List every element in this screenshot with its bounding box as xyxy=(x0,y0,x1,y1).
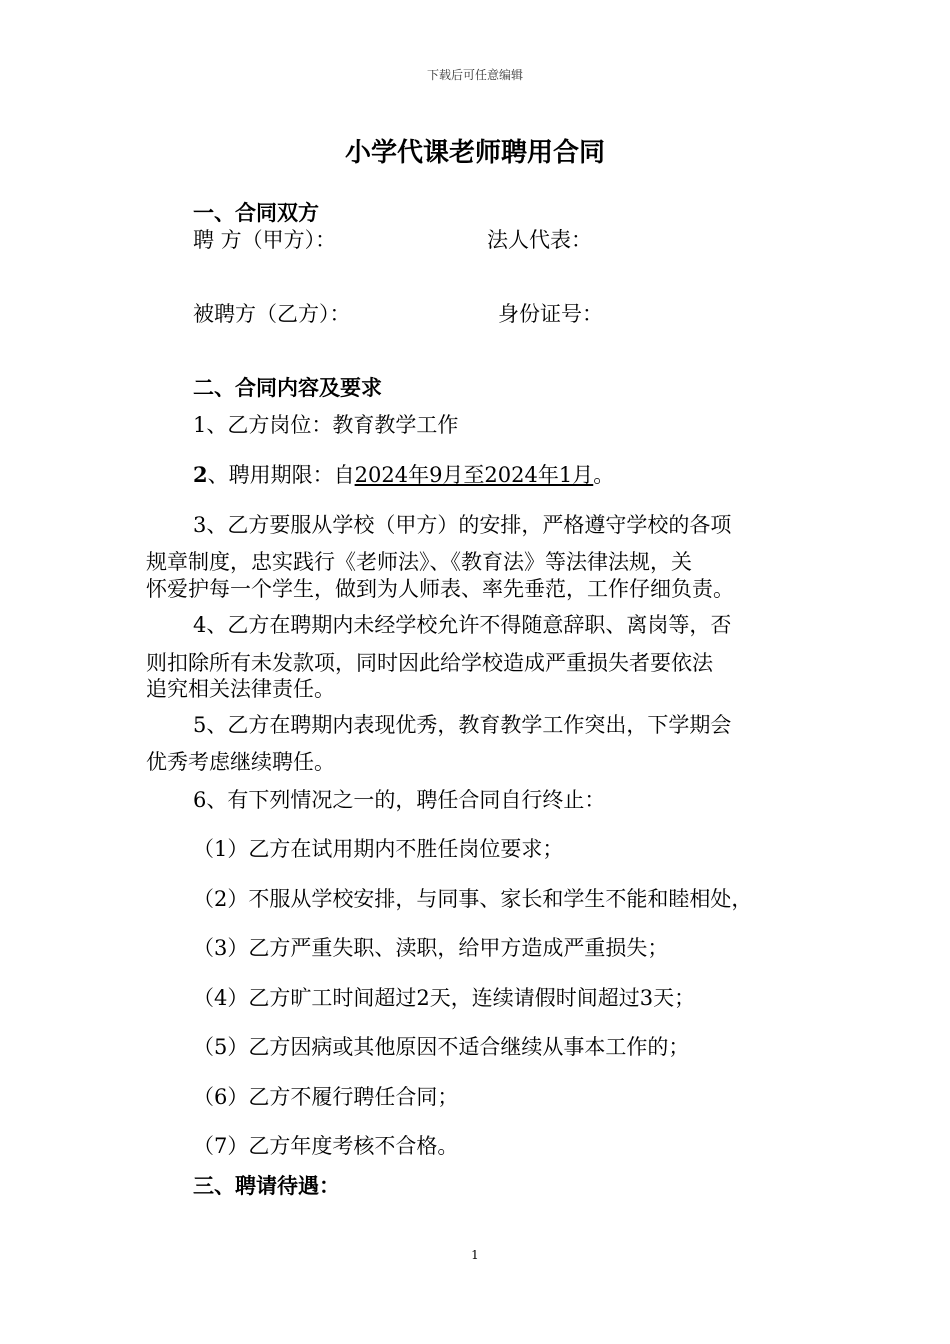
item-position: 1、乙方岗位：教育教学工作 xyxy=(193,413,459,437)
item-period xyxy=(193,459,614,489)
page-number: 1 xyxy=(471,1248,479,1262)
condition-item: （7）乙方年度考核不合格。 xyxy=(193,1134,459,1158)
condition-item: （6）乙方不履行聘任合同； xyxy=(193,1085,459,1109)
item3-line3: 怀爱护每一个学生，做到为人师表、率先垂范，工作仔细负责。 xyxy=(146,577,734,601)
item-period-number: 2 xyxy=(193,462,208,487)
item-period-dates: 2024年9月至2024年1月 xyxy=(354,463,594,487)
item4-line3: 追究相关法律责任。 xyxy=(146,677,335,701)
item3-line1: 3、乙方要服从学校（甲方）的安排，严格遵守学校的各项 xyxy=(193,513,732,537)
legal-rep-label: 法人代表： xyxy=(487,228,592,252)
item-period-suffix: 。 xyxy=(593,463,615,487)
item6-intro: 6、有下列情况之一的，聘任合同自行终止： xyxy=(193,788,606,812)
condition-item: （5）乙方因病或其他原因不适合继续从事本工作的； xyxy=(193,1035,690,1059)
section-heading-content: 二、合同内容及要求 xyxy=(193,376,382,400)
condition-item: （3）乙方严重失职、渎职，给甲方造成严重损失； xyxy=(193,936,669,960)
item3-line2: 规章制度，忠实践行《老师法》、《教育法》等法律法规，关 xyxy=(146,550,692,574)
item4-line2: 则扣除所有未发款项，同时因此给学校造成严重损失者要依法 xyxy=(146,651,713,675)
id-number-label: 身份证号： xyxy=(498,302,603,326)
condition-item: （1）乙方在试用期内不胜任岗位要求； xyxy=(193,837,564,861)
item5-line2: 优秀考虑继续聘任。 xyxy=(146,750,335,774)
party-a-label: 聘 方（甲方）： xyxy=(193,228,337,252)
item-period-prefix: 、聘用期限：自 xyxy=(207,463,355,487)
document-title: 小学代课老师聘用合同 xyxy=(344,138,605,168)
item4-line1: 4、乙方在聘期内未经学校允许不得随意辞职、离岗等，否 xyxy=(193,613,732,637)
condition-item: （4）乙方旷工时间超过2天，连续请假时间超过3天； xyxy=(193,986,696,1010)
header-note: 下载后可任意编辑 xyxy=(426,68,523,82)
condition-item: （2）不服从学校安排，与同事、家长和学生不能和睦相处， xyxy=(193,887,753,911)
item5-line1: 5、乙方在聘期内表现优秀，教育教学工作突出，下学期会 xyxy=(193,713,732,737)
party-b-label: 被聘方（乙方）： xyxy=(193,302,351,326)
section-heading-parties: 一、合同双方 xyxy=(193,201,319,225)
section-heading-benefits: 三、聘请待遇： xyxy=(193,1174,340,1198)
